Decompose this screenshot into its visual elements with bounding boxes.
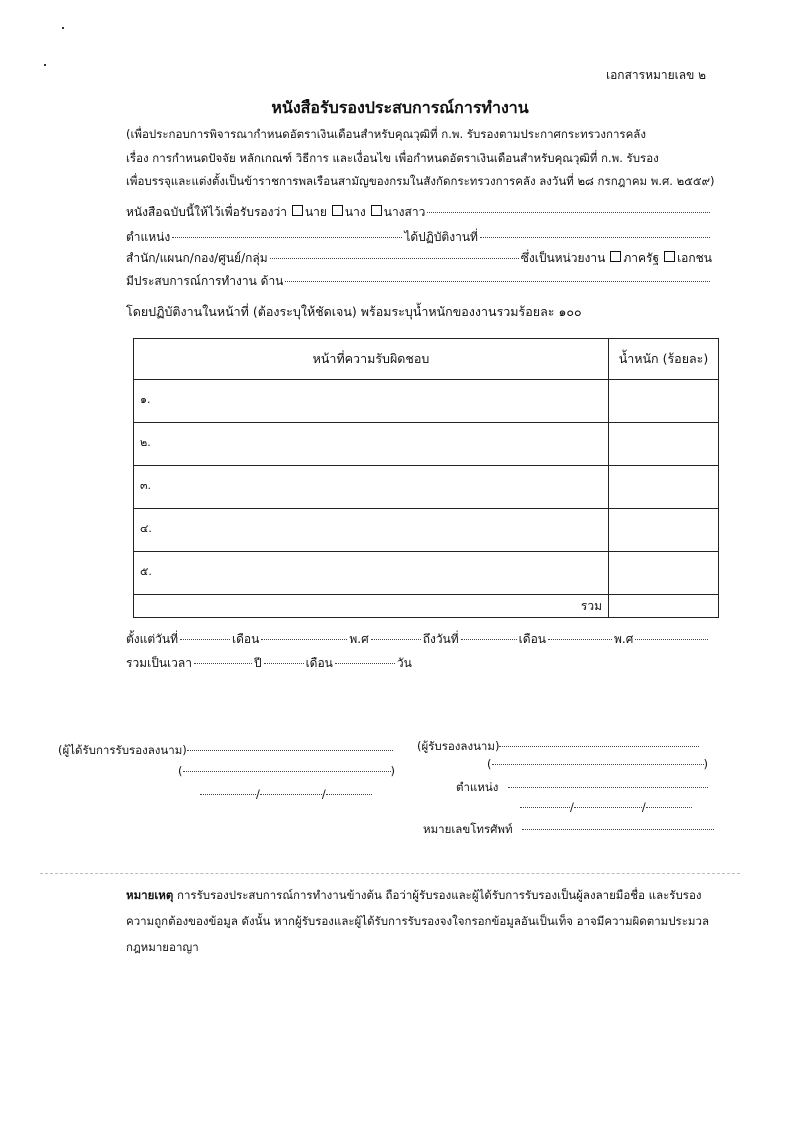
from-year-field[interactable]	[371, 639, 421, 640]
from-year-label: พ.ศ	[349, 632, 369, 646]
recipient-date-row: / /	[200, 787, 372, 801]
weight-cell-3[interactable]	[609, 466, 719, 509]
certifier-position-field[interactable]	[508, 787, 708, 788]
certifier-phone-row	[423, 821, 714, 839]
duties-instruction: โดยปฏิบัติงานในหน้าที่ (ต้องระบุให้ชัดเจน) พร้อมระบุน้ำหนักของงานรวมร้อยละ ๑๐๐	[126, 304, 582, 319]
certifier-phone-field[interactable]	[522, 829, 714, 830]
from-month-field[interactable]	[261, 639, 347, 640]
certifier-position-label: ตำแหน่ง	[456, 780, 499, 794]
experience-row	[126, 272, 712, 291]
duration-days-field[interactable]	[335, 663, 395, 664]
certifier-phone-label: หมายเลขโทรศัพท์	[423, 822, 513, 836]
unit-label: สำนัก/แผนก/กอง/ศูนย์/กลุ่ม	[126, 251, 268, 265]
note-paragraph	[126, 882, 726, 960]
duty-cell-3[interactable]: ๓.	[134, 466, 609, 509]
duty-cell-5[interactable]: ๕.	[134, 552, 609, 595]
to-month-label: เดือน	[518, 632, 546, 646]
table-row	[134, 423, 719, 466]
checkbox-mrs[interactable]	[332, 205, 343, 216]
checkbox-public-sector[interactable]	[610, 251, 621, 262]
workplace-label: ได้ปฏิบัติงานที่	[404, 230, 478, 244]
note-text: การรับรองประสบการณ์การทำงานข้างต้น ถือว่าผู้รับรองและผู้ได้รับการรับรองเป็นผู้ลงลายมือชื่อ และรับรองความถูกต้องของข้อมูล ดังนั้น หากผู้รับรองและผู้ได้รับการรับรองจงใจกรอกข้อมูลอันเป็นเท็จ อาจมีความผิดตามประมวลกฎหมายอาญา	[126, 888, 709, 954]
weight-cell-5[interactable]	[609, 552, 719, 595]
subtitle-line-1: (เพื่อประกอบการพิจารณากำหนดอัตราเงินเดือนสำหรับคุณวุฒิที่ ก.พ. รับรองตามประกาศกระทรวงการคลัง	[126, 127, 646, 141]
header-duties: หน้าที่ความรับผิดชอบ	[134, 339, 609, 380]
to-month-field[interactable]	[548, 639, 612, 640]
certifier-signature-row	[417, 738, 699, 756]
table-total-row	[134, 595, 719, 618]
table-row	[134, 466, 719, 509]
from-month-label: เดือน	[232, 632, 260, 646]
header-weight: น้ำหนัก (ร้อยละ)	[609, 339, 719, 380]
duration-label: รวมเป็นเวลา	[126, 656, 192, 670]
checkbox-miss[interactable]	[371, 205, 382, 216]
weight-cell-2[interactable]	[609, 423, 719, 466]
total-weight-cell[interactable]	[609, 595, 719, 618]
certifier-date-year[interactable]	[646, 807, 692, 808]
duration-years-field[interactable]	[194, 663, 252, 664]
certifier-signature-label: (ผู้รับรองลงนาม)	[417, 739, 500, 753]
certify-row	[126, 203, 712, 222]
option-private-label: เอกชน	[677, 251, 712, 265]
recipient-signature-field[interactable]	[187, 750, 393, 751]
certifier-date-row: / /	[520, 800, 692, 814]
subtitle-line-2: เรื่อง การกำหนดปัจจัย หลักเกณฑ์ วิธีการ และเงื่อนไข เพื่อกำหนดอัตราเงินเดือนสำหรับคุณวุฒิที่ ก.พ. รับรอง	[126, 151, 659, 165]
unit-row	[126, 249, 712, 268]
total-label: รวม	[134, 595, 609, 618]
position-field[interactable]	[172, 237, 402, 238]
to-year-field[interactable]	[635, 639, 708, 640]
scan-speck	[44, 64, 46, 66]
certifier-signature-field[interactable]	[499, 746, 699, 747]
duty-cell-4[interactable]: ๔.	[134, 509, 609, 552]
agency-type-label: ซึ่งเป็นหน่วยงาน	[520, 251, 606, 265]
days-label: วัน	[396, 656, 412, 670]
unit-field[interactable]	[270, 258, 519, 259]
recipient-date-month[interactable]	[260, 794, 322, 795]
months-label: เดือน	[305, 656, 333, 670]
duration-months-field[interactable]	[264, 663, 304, 664]
to-day-label: ถึงวันที่	[422, 632, 459, 646]
certifier-name-field[interactable]	[492, 764, 704, 765]
recipient-date-year[interactable]	[326, 794, 372, 795]
weight-cell-4[interactable]	[609, 509, 719, 552]
duty-cell-1[interactable]: ๑.	[134, 380, 609, 423]
subtitle-line-3: เพื่อบรรจุและแต่งตั้งเป็นข้าราชการพลเรือนสามัญของกรมในสังกัดกระทรวงการคลัง ลงวันที่ ๒๘ กรกฎาคม พ.ศ. ๒๕๕๙)	[126, 174, 715, 188]
certifier-name-row: ( )	[487, 757, 708, 771]
experience-label: มีประสบการณ์การทำงาน ด้าน	[126, 274, 284, 288]
position-label: ตำแหน่ง	[126, 230, 171, 244]
to-day-field[interactable]	[461, 639, 517, 640]
option-mr-label: นาย	[304, 205, 327, 219]
duties-table	[133, 338, 719, 618]
checkbox-private-sector[interactable]	[664, 251, 675, 262]
duty-cell-2[interactable]: ๒.	[134, 423, 609, 466]
recipient-signature-label: (ผู้ได้รับการรับรองลงนาม)	[58, 743, 187, 757]
period-row	[126, 630, 710, 649]
document-number: เอกสารหมายเลข ๒	[606, 68, 707, 82]
table-row	[134, 509, 719, 552]
recipient-name-row: ( )	[178, 764, 395, 778]
document-title: หนังสือรับรองประสบการณ์การทำงาน	[271, 98, 529, 117]
table-row	[134, 380, 719, 423]
duration-row	[126, 654, 412, 673]
table-row	[134, 552, 719, 595]
from-day-field[interactable]	[180, 639, 230, 640]
recipient-signature-row	[58, 742, 393, 760]
workplace-field[interactable]	[480, 237, 710, 238]
table-header-row	[134, 339, 719, 380]
experience-field[interactable]	[285, 281, 710, 282]
option-mrs-label: นาง	[344, 205, 366, 219]
checkbox-mr[interactable]	[292, 205, 303, 216]
position-row	[126, 228, 712, 247]
years-label: ปี	[253, 656, 262, 670]
certifier-date-day[interactable]	[520, 807, 570, 808]
certifier-position-row	[456, 779, 708, 797]
from-day-label: ตั้งแต่วันที่	[126, 632, 179, 646]
name-field[interactable]	[427, 212, 710, 213]
weight-cell-1[interactable]	[609, 380, 719, 423]
to-year-label: พ.ศ	[613, 632, 634, 646]
option-miss-label: นางสาว	[383, 205, 426, 219]
note-label: หมายเหตุ	[126, 888, 174, 902]
option-public-label: ภาครัฐ	[623, 251, 660, 265]
recipient-date-day[interactable]	[200, 794, 256, 795]
certifier-date-month[interactable]	[574, 807, 642, 808]
certify-label: หนังสือฉบับนี้ให้ไว้เพื่อรับรองว่า	[126, 205, 287, 219]
scan-speck	[62, 27, 64, 29]
recipient-name-field[interactable]	[183, 771, 391, 772]
scan-artifact-line	[40, 873, 740, 874]
